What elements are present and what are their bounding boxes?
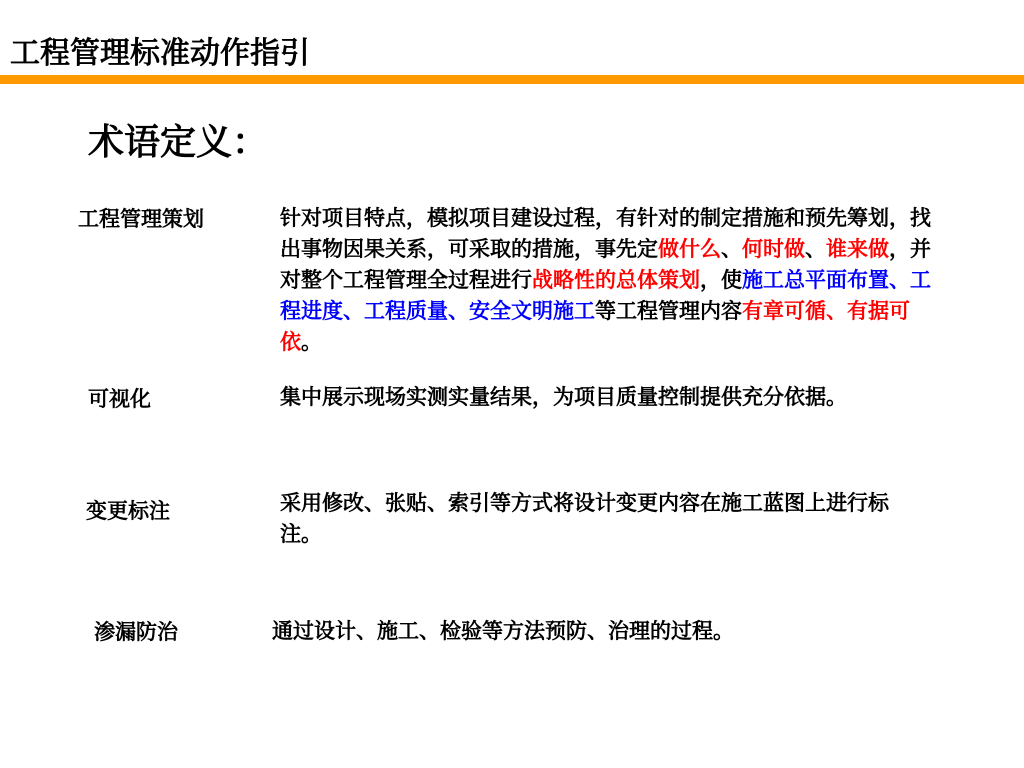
definition-text: ，使 — [700, 268, 742, 292]
highlighted-phrase: 战略性的总体策划 — [532, 268, 700, 292]
term-label: 变更标注 — [86, 499, 170, 523]
term-label: 可视化 — [88, 387, 151, 411]
definition-text: 。 — [301, 330, 322, 354]
term-definition: 采用修改、张贴、索引等方式将设计变更内容在施工蓝图上进行标注。 — [280, 491, 889, 546]
highlighted-phrase: 施工总平面布置、工程进度、工程质量、安全文明施工 — [280, 268, 931, 323]
definition-text: 、 — [805, 237, 826, 261]
term-definition: 集中展示现场实测实量结果，为项目质量控制提供充分依据。 — [280, 385, 847, 409]
definition-text: 针对项目特点，模拟项目建设过程，有针对的制定措施和预先筹划，找出事物因果关系，可采取的措施，事先定 — [280, 206, 931, 261]
definition-text: 等工程管理内容 — [595, 299, 742, 323]
highlighted-phrase: 有章可循、有据可依 — [280, 299, 910, 354]
term-label: 渗漏防治 — [94, 620, 178, 644]
term-label: 工程管理策划 — [78, 207, 204, 231]
term-definition: 通过设计、施工、检验等方法预防、治理的过程。 — [272, 619, 734, 643]
section-heading: 术语定义： — [88, 122, 269, 163]
highlighted-phrase: 何时做 — [742, 237, 805, 261]
highlighted-phrase: 谁来做 — [826, 237, 889, 261]
title-divider — [0, 75, 1024, 84]
highlighted-phrase: 做什么 — [658, 237, 721, 261]
term-definition — [280, 203, 950, 358]
slide-title: 工程管理标准动作指引 — [10, 36, 310, 71]
definition-text: ，并对整个工程管理全过程进行 — [280, 237, 931, 292]
definition-text: 、 — [721, 237, 742, 261]
